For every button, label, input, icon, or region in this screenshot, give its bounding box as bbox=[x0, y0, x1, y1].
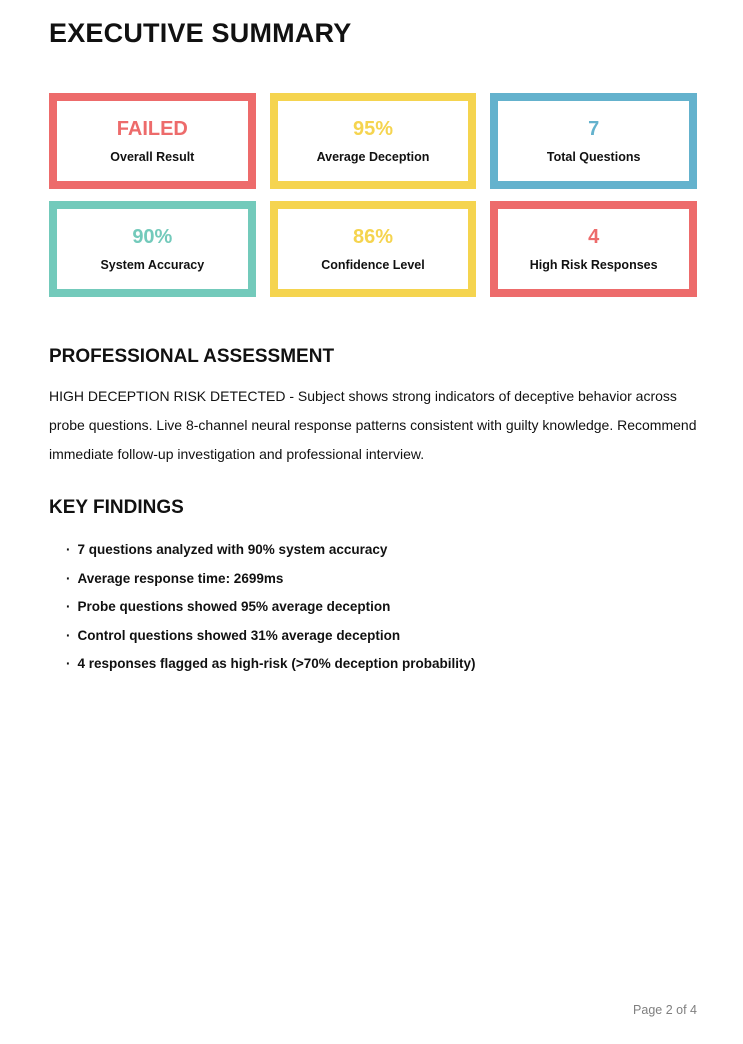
stat-card-confidence-level bbox=[270, 201, 477, 297]
stat-card-average-deception bbox=[270, 93, 477, 189]
page-number-indicator: Page 2 of 4 bbox=[633, 1003, 697, 1017]
key-finding-item: · Control questions showed 31% average deception bbox=[66, 629, 697, 643]
overall-result-value: FAILED bbox=[116, 117, 188, 140]
key-finding-item: · 7 questions analyzed with 90% system accuracy bbox=[66, 543, 697, 557]
page-title: EXECUTIVE SUMMARY bbox=[49, 18, 352, 48]
average-deception-value: 95% bbox=[352, 117, 393, 140]
system-accuracy-label: System Accuracy bbox=[100, 257, 205, 272]
key-findings-section bbox=[49, 497, 697, 671]
stat-card-system-accuracy bbox=[49, 201, 256, 297]
professional-assessment-heading: PROFESSIONAL ASSESSMENT bbox=[49, 346, 335, 367]
stat-card-overall-result bbox=[49, 93, 256, 189]
stat-card-high-risk-responses bbox=[490, 201, 697, 297]
professional-assessment-body: HIGH DECEPTION RISK DETECTED - Subject shows strong indicators of deceptive behavior across probe questions. Live 8-channel neural response patterns consistent with guilty knowledge. Recommend immediate follow-up investigation and professional interview. bbox=[49, 388, 697, 462]
key-finding-item: · Average response time: 2699ms bbox=[66, 572, 697, 586]
total-questions-value: 7 bbox=[588, 117, 600, 140]
average-deception-label: Average Deception bbox=[316, 149, 430, 164]
confidence-level-value: 86% bbox=[352, 225, 393, 248]
system-accuracy-value: 90% bbox=[132, 225, 173, 248]
overall-result-label: Overall Result bbox=[110, 149, 195, 164]
summary-stat-cards bbox=[49, 93, 697, 297]
key-finding-item: · Probe questions showed 95% average deception bbox=[66, 600, 697, 614]
total-questions-label: Total Questions bbox=[546, 149, 641, 164]
key-findings-list bbox=[49, 543, 697, 671]
stat-card-total-questions bbox=[490, 93, 697, 189]
key-finding-item: · 4 responses flagged as high-risk (>70% deception probability) bbox=[66, 657, 697, 671]
high-risk-responses-value: 4 bbox=[588, 225, 600, 248]
professional-assessment-section bbox=[49, 346, 697, 469]
key-findings-heading: KEY FINDINGS bbox=[49, 497, 184, 518]
high-risk-responses-label: High Risk Responses bbox=[529, 257, 658, 272]
confidence-level-label: Confidence Level bbox=[321, 257, 425, 272]
